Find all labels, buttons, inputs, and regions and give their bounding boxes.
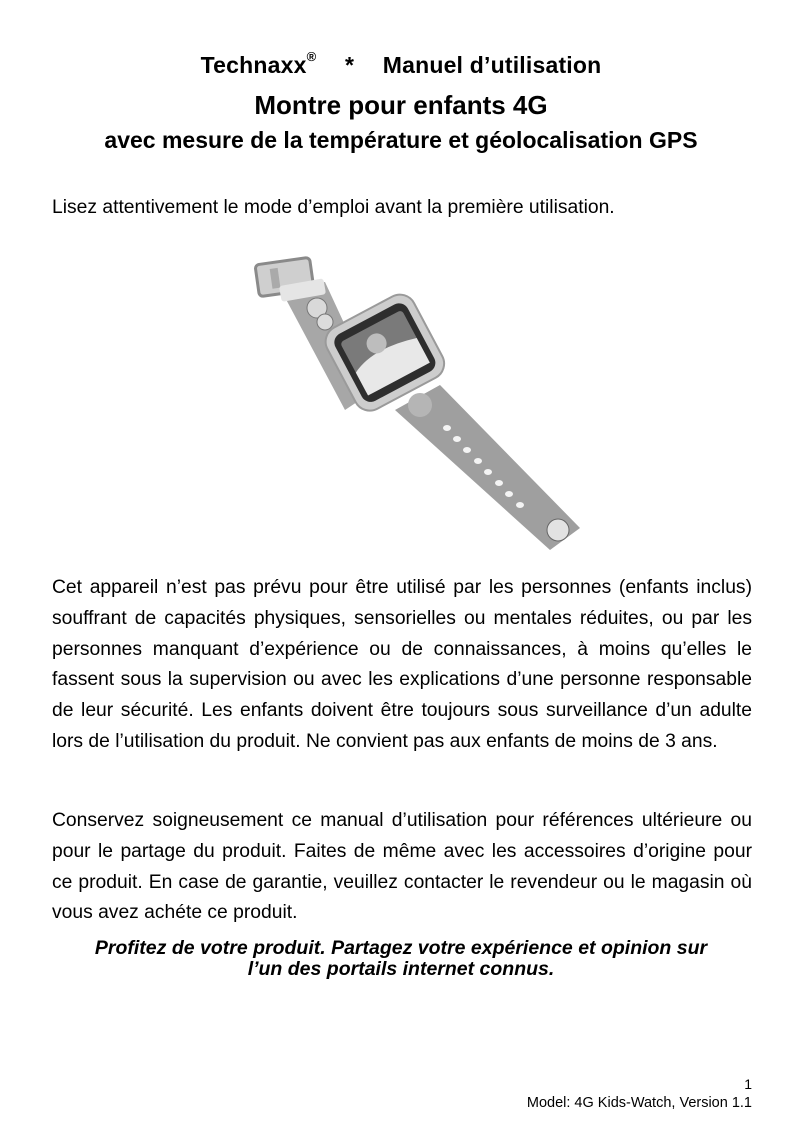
header-separator: * <box>344 52 355 78</box>
intro-text: Lisez attentivement le mode d’emploi avant la première utilisation. <box>52 197 615 218</box>
page-subtitle: avec mesure de la température et géolocalisation GPS <box>104 127 698 153</box>
manual-header <box>0 49 802 79</box>
registered-mark: ® <box>306 49 317 65</box>
closing-line-2: l’un des portails internet connus. <box>247 958 555 980</box>
model-version: Model: 4G Kids-Watch, Version 1.1 <box>526 1095 752 1111</box>
smartwatch-product-photo-icon <box>225 240 595 560</box>
brand-name: Technaxx <box>200 52 307 78</box>
storage-paragraph: Conservez soigneusement ce manual d’utilisation pour références ultérieure ou pour le partage du produit. Faites de même avec les accessoires d’origine pour ce produit. En case de garantie, veuillez contacter le revendeur ou le magasin où vous avez achéte ce produit. <box>52 810 752 924</box>
page-number: 1 <box>744 1076 752 1092</box>
document-type: Manuel d’utilisation <box>382 52 602 78</box>
page-title: Montre pour enfants 4G <box>254 90 548 120</box>
closing-line-1: Profitez de votre produit. Partagez votre expérience et opinion sur <box>94 937 708 959</box>
closing-message <box>40 938 762 980</box>
safety-paragraph: Cet appareil n’est pas prévu pour être utilisé par les personnes (enfants inclus) souffrant de capacités physiques, sensorielles ou mentales réduites, ou par les personnes manquant d’expérience ou de connaissances, à moins qu’elles le fassent sous la supervision ou avec les explications d’une personne responsable de leur sécurité. Les enfants doivent être toujours sous surveillance d’un adulte lors de l’utilisation du produit. Ne convient pas aux enfants de moins de 3 ans. <box>52 577 752 752</box>
